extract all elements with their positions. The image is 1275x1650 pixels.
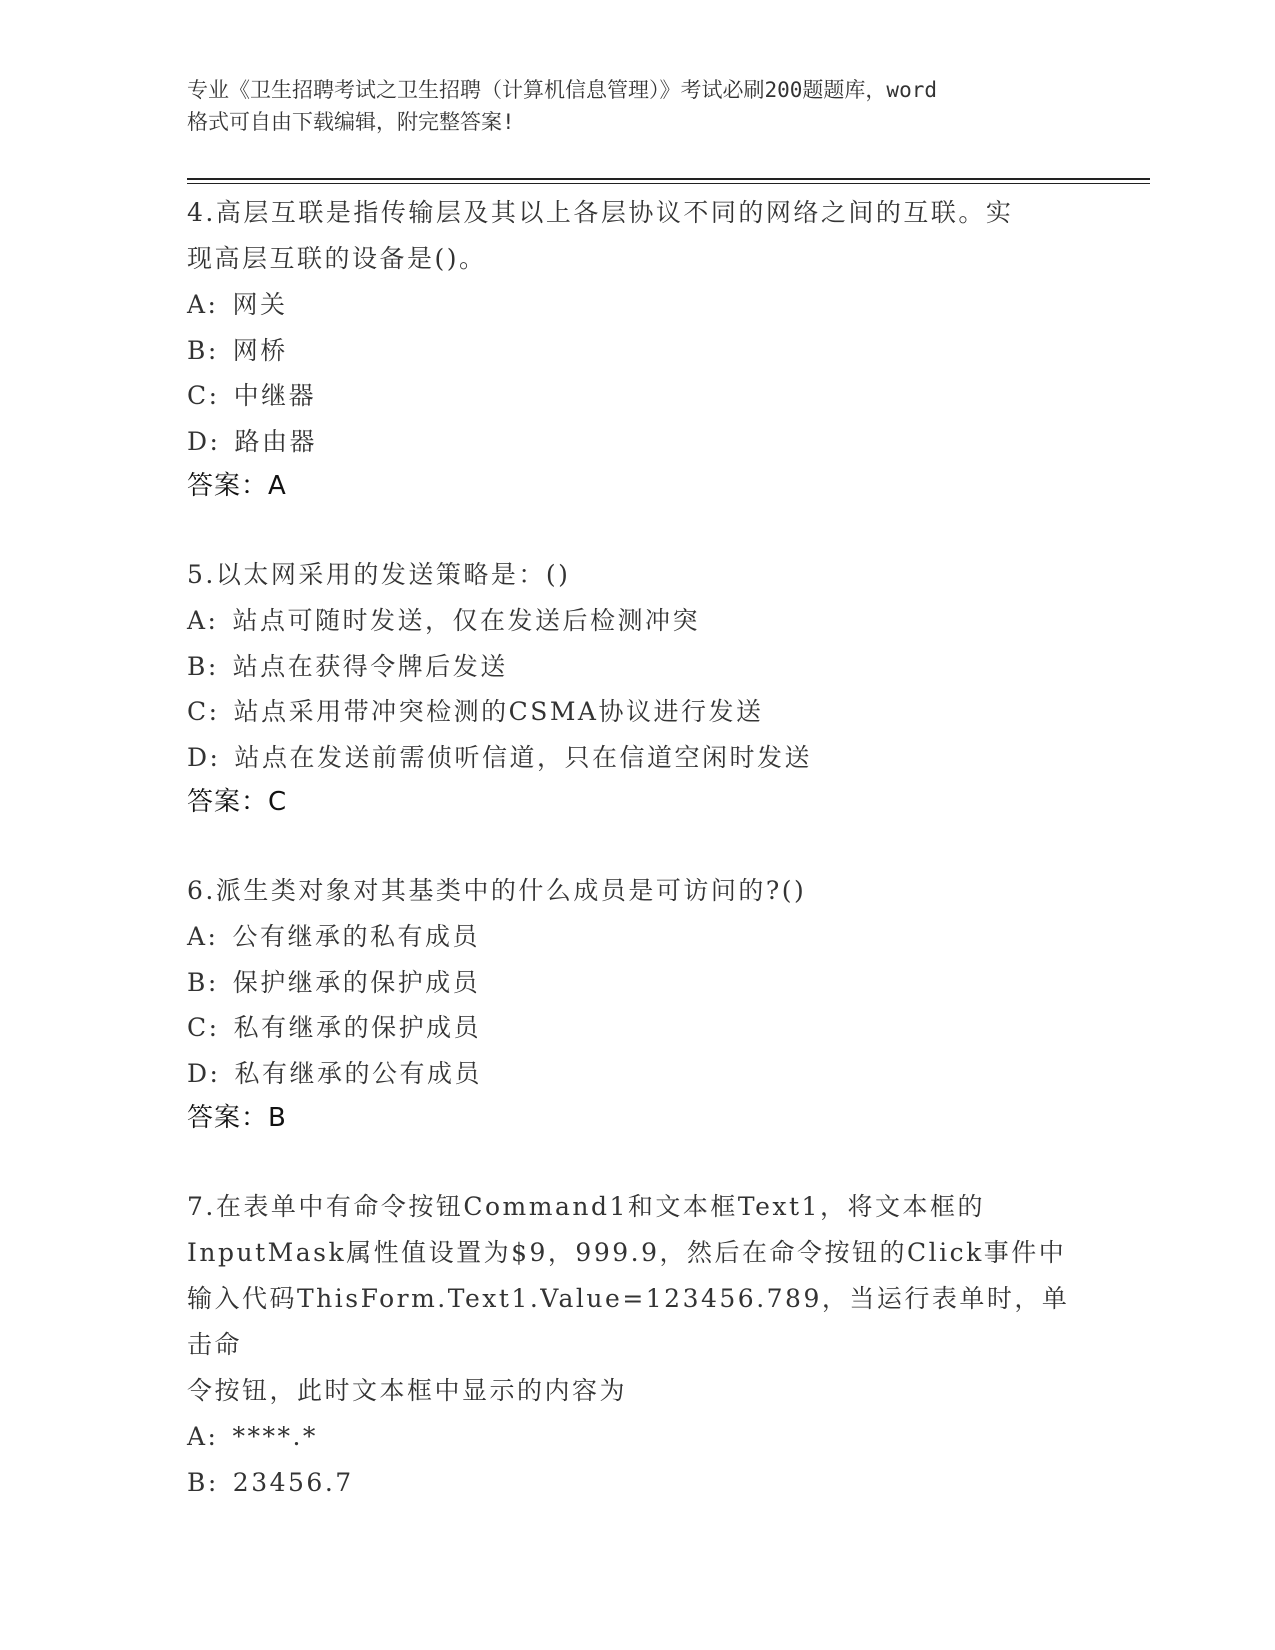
question-spacer — [187, 508, 1087, 552]
option-b — [187, 644, 1087, 690]
question-text — [187, 190, 1087, 236]
question-number: 5. — [187, 560, 216, 589]
option-text: 私有继承的公有成员 — [234, 1058, 482, 1088]
option-label: D: — [187, 742, 221, 772]
question-number: 4. — [187, 198, 216, 227]
option-c — [187, 373, 1087, 419]
question-text — [187, 1184, 1087, 1230]
question-text — [187, 868, 1087, 914]
document-header — [187, 74, 1087, 138]
header-divider-thin — [187, 183, 1150, 184]
answer-line: 答案：A — [187, 471, 287, 501]
question-text-line: 现高层互联的设备是()。 — [187, 244, 487, 273]
option-a — [187, 914, 1087, 960]
option-a — [187, 1414, 1087, 1460]
option-text: 站点采用带冲突检测的CSMA协议进行发送 — [233, 697, 764, 726]
option-label: C: — [187, 1013, 220, 1042]
option-text: 站点在发送前需侦听信道，只在信道空闲时发送 — [234, 742, 812, 772]
option-label: A: — [187, 1422, 219, 1451]
question-line: 以太网采用的发送策略是：() — [215, 560, 571, 589]
question-5 — [187, 552, 1087, 824]
question-line: 在表单中有命令按钮Command1和文本框Text1，将文本框的 — [215, 1192, 985, 1221]
option-label: D: — [187, 426, 221, 456]
option-text: 公有继承的私有成员 — [232, 922, 480, 951]
option-b — [187, 960, 1087, 1006]
question-7 — [187, 1184, 1087, 1505]
answer-line: 答案：C — [187, 787, 288, 817]
answer-line: 答案：B — [187, 1103, 287, 1133]
option-text: 网桥 — [232, 335, 288, 365]
option-label: B: — [187, 335, 219, 365]
option-label: C: — [187, 381, 220, 410]
option-c — [187, 1005, 1087, 1051]
option-b — [187, 1460, 1087, 1506]
header-line-1: 专业《卫生招聘考试之卫生招聘（计算机信息管理）》考试必刷200题题库，word — [187, 78, 937, 102]
question-line: 高层互联是指传输层及其以上各层协议不同的网络之间的互联。实 — [215, 198, 1014, 227]
question-number: 6. — [187, 876, 216, 905]
option-text: 路由器 — [234, 426, 317, 456]
option-text: ****.* — [232, 1422, 318, 1451]
option-label: B: — [187, 651, 219, 681]
question-text-line: 输入代码ThisForm.Text1.Value=123456.789，当运行表单时，单击命 — [187, 1284, 1070, 1359]
option-text: 站点可随时发送，仅在发送后检测冲突 — [232, 606, 700, 635]
header-line-2: 格式可自由下载编辑，附完整答案! — [187, 110, 515, 134]
option-d — [187, 1051, 1087, 1097]
option-text: 保护继承的保护成员 — [232, 967, 481, 997]
option-label: D: — [187, 1058, 221, 1088]
option-d — [187, 735, 1087, 781]
question-spacer — [187, 1140, 1087, 1184]
header-divider-thick — [187, 178, 1150, 180]
option-text: 私有继承的保护成员 — [233, 1013, 482, 1042]
question-list — [187, 190, 1087, 1505]
question-text-line: 令按钮，此时文本框中显示的内容为 — [187, 1376, 628, 1405]
question-text — [187, 552, 1087, 598]
option-a — [187, 282, 1087, 328]
option-b — [187, 328, 1087, 374]
option-c — [187, 689, 1087, 735]
question-text-line: InputMask属性值设置为$9，999.9，然后在命令按钮的Click事件中 — [187, 1238, 1067, 1267]
option-label: B: — [187, 1467, 219, 1497]
question-spacer — [187, 824, 1087, 868]
option-label: A: — [187, 922, 219, 951]
option-text: 中继器 — [233, 381, 317, 410]
option-label: B: — [187, 967, 219, 997]
question-4 — [187, 190, 1087, 508]
option-label: A: — [187, 290, 219, 319]
question-line: 派生类对象对其基类中的什么成员是可访问的?() — [215, 876, 807, 905]
option-text: 站点在获得令牌后发送 — [232, 651, 508, 681]
question-number: 7. — [187, 1192, 216, 1221]
option-label: C: — [187, 697, 220, 726]
question-6 — [187, 868, 1087, 1140]
option-a — [187, 598, 1087, 644]
option-text: 网关 — [232, 290, 288, 319]
option-d — [187, 419, 1087, 465]
option-text: 23456.7 — [232, 1467, 354, 1497]
option-label: A: — [187, 606, 219, 635]
